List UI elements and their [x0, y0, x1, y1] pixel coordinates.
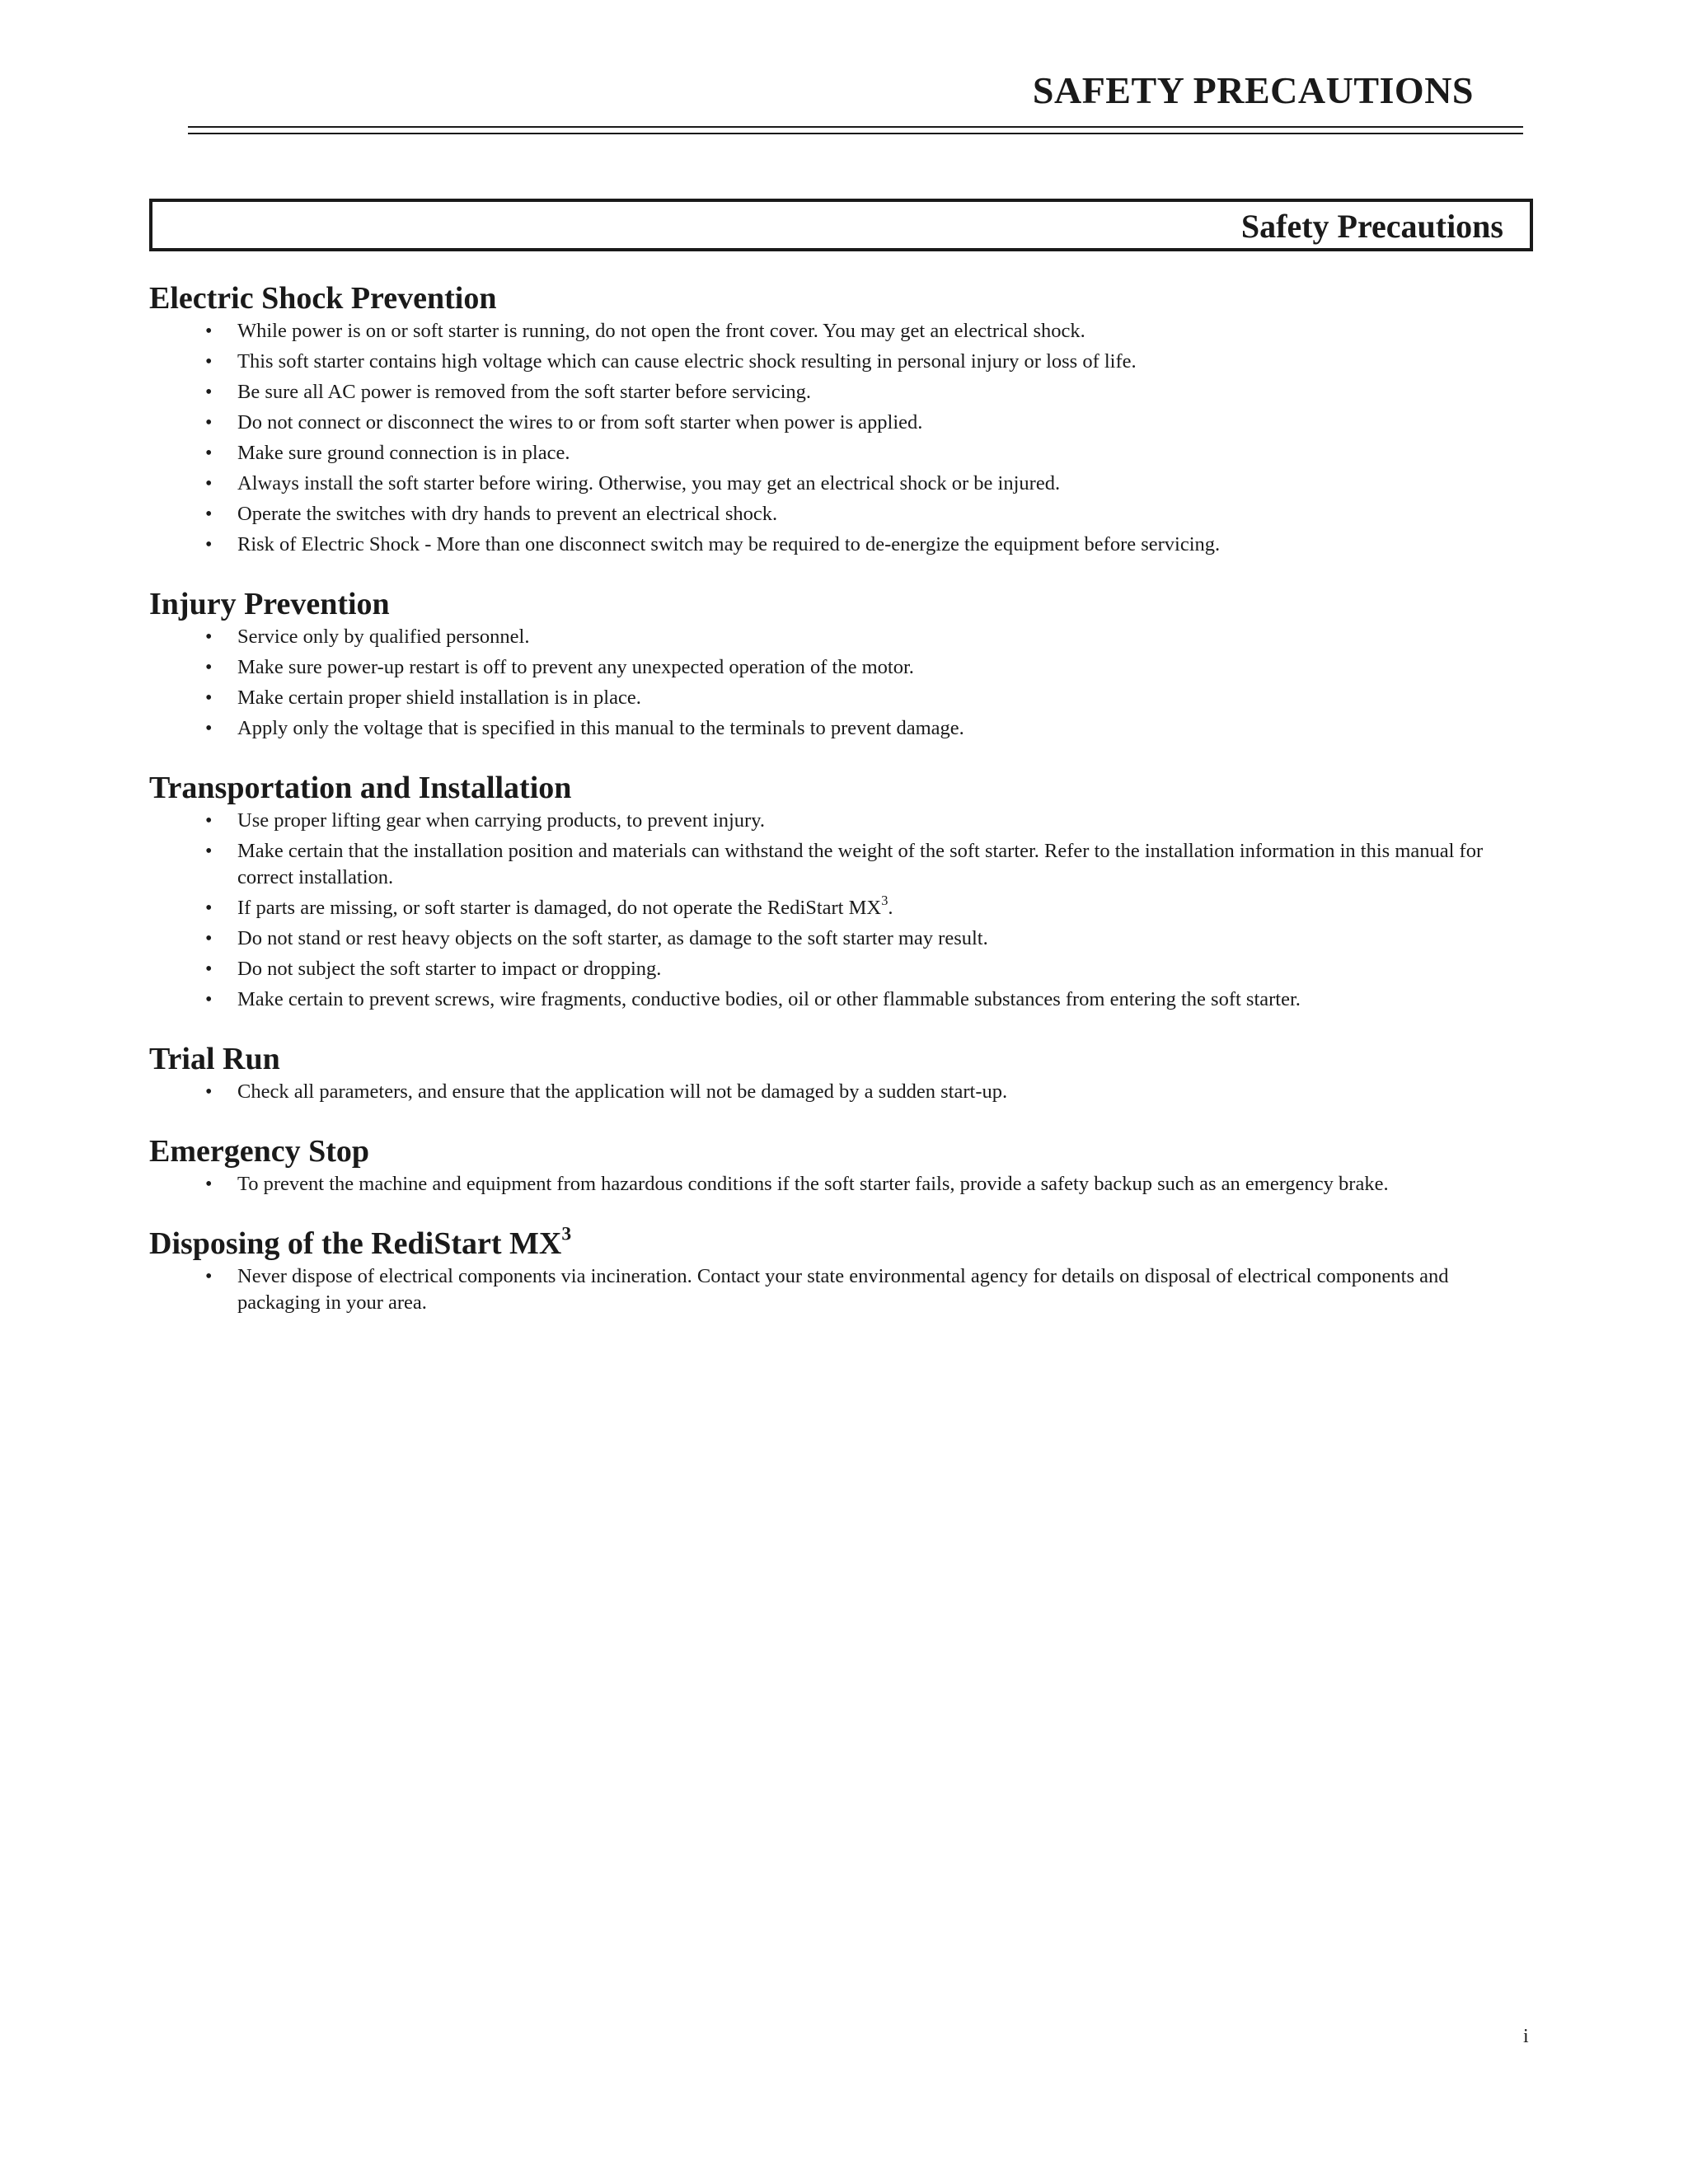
bullet-icon: •	[205, 989, 213, 1010]
bullet-list	[149, 1079, 1534, 1105]
section-heading-text: Disposing of the RediStart MX	[149, 1226, 562, 1261]
list-item-text: Do not stand or rest heavy objects on the soft starter, as damage to the soft starter may result.	[237, 927, 988, 949]
page-number: i	[1523, 2026, 1529, 2047]
bullet-icon: •	[205, 443, 213, 464]
bullet-list	[149, 1263, 1534, 1316]
bullet-icon: •	[205, 382, 213, 403]
section-emergency-stop	[149, 1133, 1534, 1197]
bullet-list	[149, 1171, 1534, 1197]
list-item	[149, 926, 1534, 952]
bullet-icon: •	[205, 626, 213, 648]
list-item-text: Always install the soft starter before wiring. Otherwise, you may get an electrical shock or be injured.	[237, 472, 1061, 494]
list-item	[149, 808, 1534, 834]
list-item	[149, 987, 1534, 1013]
list-item	[149, 685, 1534, 711]
list-item-text: Do not connect or disconnect the wires to or from soft starter when power is applied.	[237, 411, 923, 434]
section-title-box	[149, 199, 1533, 251]
section-heading: Electric Shock Prevention	[149, 281, 497, 316]
bullet-icon: •	[205, 1266, 213, 1287]
bullet-icon: •	[205, 928, 213, 949]
list-item	[149, 349, 1534, 375]
list-item	[149, 440, 1534, 466]
list-item-text: This soft starter contains high voltage which can cause electric shock resulting in personal injury or loss of life.	[237, 350, 1137, 373]
bullet-icon: •	[205, 1081, 213, 1103]
list-item-text: Be sure all AC power is removed from the soft starter before servicing.	[237, 381, 812, 403]
bullet-icon: •	[205, 321, 213, 342]
bullet-icon: •	[205, 898, 213, 919]
bullet-icon: •	[205, 351, 213, 373]
bullet-icon: •	[205, 504, 213, 525]
section-injury-prevention	[149, 586, 1534, 742]
list-item	[149, 318, 1534, 344]
header-rule-bottom	[188, 133, 1523, 134]
list-item	[149, 410, 1534, 436]
list-item-text: Make sure ground connection is in place.	[237, 442, 570, 464]
list-item-text: Service only by qualified personnel.	[237, 626, 530, 648]
list-item-text: While power is on or soft starter is running, do not open the front cover. You may get an electrical shock.	[237, 320, 1085, 342]
list-item	[149, 654, 1534, 681]
page-header	[188, 64, 1523, 135]
list-item	[149, 1171, 1534, 1197]
list-item-text: To prevent the machine and equipment from hazardous conditions if the soft starter fails, provide a safety backup such as an emergency brake.	[237, 1173, 1389, 1195]
bullet-icon: •	[205, 841, 213, 862]
list-item-text: Use proper lifting gear when carrying products, to prevent injury.	[237, 809, 765, 832]
section-trial-run	[149, 1041, 1534, 1105]
list-item	[149, 624, 1534, 650]
section-heading: Trial Run	[149, 1042, 280, 1076]
list-item	[149, 1079, 1534, 1105]
list-item-text: Operate the switches with dry hands to prevent an electrical shock.	[237, 503, 778, 525]
bullet-list	[149, 318, 1534, 558]
section-disposing	[149, 1223, 1534, 1316]
list-item-text: Make certain that the installation position and materials can withstand the weight of the soft starter. Refer to the installation information in this manual for correct installation.	[237, 840, 1484, 888]
list-item	[149, 895, 1534, 921]
list-item-text: Check all parameters, and ensure that the application will not be damaged by a sudden start-up.	[237, 1080, 1008, 1103]
list-item-text: Apply only the voltage that is specified in this manual to the terminals to prevent damage.	[237, 717, 964, 739]
list-item	[149, 715, 1534, 742]
header-rule-top	[188, 126, 1523, 128]
bullet-icon: •	[205, 412, 213, 434]
bullet-icon: •	[205, 687, 213, 709]
list-item-text: Make certain to prevent screws, wire fragments, conductive bodies, oil or other flammable substances from entering the soft starter.	[237, 988, 1301, 1010]
page-header-title: SAFETY PRECAUTIONS	[1032, 69, 1474, 111]
superscript: 3	[881, 893, 889, 909]
bullet-icon: •	[205, 958, 213, 980]
section-heading: Emergency Stop	[149, 1134, 370, 1169]
list-item-text: Make certain proper shield installation is in place.	[237, 687, 641, 709]
bullet-icon: •	[205, 473, 213, 494]
bullet-icon: •	[205, 657, 213, 678]
list-item	[149, 501, 1534, 527]
bullet-list	[149, 808, 1534, 1013]
page-content	[149, 280, 1534, 1344]
bullet-icon: •	[205, 1174, 213, 1195]
list-item	[149, 379, 1534, 405]
list-item	[149, 1263, 1534, 1316]
section-electric-shock-prevention	[149, 280, 1534, 558]
list-item	[149, 838, 1534, 891]
list-item-text: Do not subject the soft starter to impact or dropping.	[237, 958, 662, 980]
section-box-title: Safety Precautions	[1240, 208, 1503, 245]
section-heading: Transportation and Installation	[149, 771, 572, 805]
section-heading: Injury Prevention	[149, 587, 390, 621]
section-transportation-installation	[149, 770, 1534, 1013]
bullet-icon: •	[205, 534, 213, 555]
list-item	[149, 956, 1534, 982]
list-item	[149, 471, 1534, 497]
superscript: 3	[561, 1223, 572, 1245]
section-heading	[149, 1223, 1534, 1262]
bullet-icon: •	[205, 718, 213, 739]
list-item-text: Risk of Electric Shock - More than one disconnect switch may be required to de-energize the equipment before servicing.	[237, 533, 1221, 555]
bullet-icon: •	[205, 810, 213, 832]
list-item-text: Never dispose of electrical components via incineration. Contact your state environmental agency for details on disposal of electrical components and packaging in your area.	[237, 1265, 1449, 1314]
list-item-text: If parts are missing, or soft starter is damaged, do not operate the RediStart MX	[237, 897, 882, 919]
list-item-text-end: .	[888, 897, 893, 919]
bullet-list	[149, 624, 1534, 742]
list-item-text: Make sure power-up restart is off to prevent any unexpected operation of the motor.	[237, 656, 914, 678]
list-item	[149, 532, 1534, 558]
